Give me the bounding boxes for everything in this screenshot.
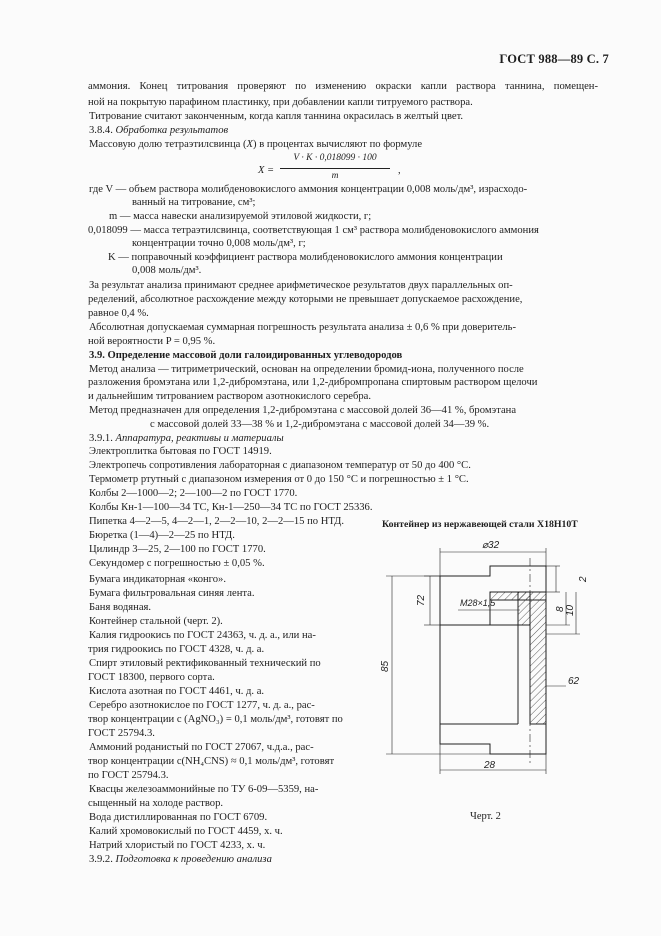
section-heading-3-9-2: 3.9.2. Подготовка к проведению анализа [89, 854, 272, 865]
text-line: где V — объем раствора молибденовокислого аммония концентрации 0,008 моль/дм³, израсходо- [89, 184, 528, 195]
text-line: разложения бромэтана или 1,2-дибромэтана, или 1,2-дибромпропана спиртовым раствором щелочи [88, 377, 538, 388]
container-drawing [370, 536, 600, 786]
dim-thread: M28×1,5 [460, 598, 496, 608]
dim-8: 8 [555, 606, 566, 612]
text-line: аммония. Конец титрования проверяют по изменению окраски капли раствора таннина, помещен- [88, 81, 598, 92]
text-line: Массовую долю тетраэтилсвинца (X) в процентах вычисляют по формуле [89, 139, 423, 150]
page-header: ГОСТ 988—89 С. 7 [499, 52, 609, 66]
text-line: 0,008 моль/дм³. [132, 265, 202, 276]
fraction-bar [280, 168, 390, 169]
text-line: и дальнейшим титрованием раствором азотнокислого серебра. [88, 391, 372, 402]
list-item-cont: трия гидроокись по ГОСТ 4328, ч. д. а. [88, 644, 265, 655]
figure-label: Черт. 2 [470, 811, 501, 822]
list-item-cont: ГОСТ 18300, первого сорта. [88, 672, 215, 683]
text-line: 0,018099 — масса тетраэтилсвинца, соответствующая 1 см³ раствора молибденовокислого аммония [88, 225, 539, 236]
list-item: Калия гидроокись по ГОСТ 24363, ч. д. а., или на- [89, 630, 316, 641]
text-line: ной вероятности P = 0,95 %. [88, 336, 216, 347]
list-item: Квасцы железоаммонийные по ТУ 6-09—5359, на- [89, 784, 319, 795]
list-item: Контейнер стальной (черт. 2). [89, 616, 223, 627]
list-item: Аммоний роданистый по ГОСТ 27067, ч.д.а., рас- [89, 742, 314, 753]
list-item: Баня водяная. [89, 602, 152, 613]
section-heading-3-9: 3.9. Определение массовой доли галоидированных углеводородов [89, 350, 403, 361]
figure-caption: Контейнер из нержавеющей стали Х18Н10Т [382, 519, 578, 530]
text-line: с массовой долей 33—38 % и 1,2-дибромэтана с массовой долей 34—39 %. [150, 419, 490, 430]
text-line: Титрование считают законченным, когда капля таннина окрасилась в желтый цвет. [89, 111, 464, 122]
formula-numerator: V · K · 0,018099 · 100 [293, 153, 377, 163]
dim-62: 62 [568, 676, 580, 687]
text-line: ной на покрытую парафином пластинку, при добавлении капли титруемого раствора. [88, 97, 473, 108]
list-item: Электроплитка бытовая по ГОСТ 14919. [89, 446, 272, 457]
list-item: Калий хромовокислый по ГОСТ 4459, х. ч. [89, 826, 283, 837]
text-line: K — поправочный коэффициент раствора молибденовокислого аммония концентрации [108, 252, 503, 263]
dim-2: 2 [578, 576, 589, 582]
formula-lhs: X = [258, 165, 275, 176]
list-item: Серебро азотнокислое по ГОСТ 1277, ч. д. а., рас- [89, 700, 315, 711]
list-item: Пипетка 4—2—5, 4—2—1, 2—2—10, 2—2—15 по НТД. [89, 516, 345, 527]
text-line: равное 0,4 %. [88, 308, 149, 319]
list-item: Колбы 2—1000—2; 2—100—2 по ГОСТ 1770. [89, 488, 298, 499]
list-item-cont: ГОСТ 25794.3. [88, 728, 155, 739]
list-item-cont: по ГОСТ 25794.3. [88, 770, 169, 781]
list-item: Цилиндр 3—25, 2—100 по ГОСТ 1770. [89, 544, 266, 555]
list-item-cont: твор концентрации с(NH₄CNS) ≈ 0,1 моль/дм³, готовят [88, 756, 335, 767]
list-item: Вода дистиллированная по ГОСТ 6709. [89, 812, 268, 823]
dim-10: 10 [565, 604, 576, 616]
dim-28: 28 [484, 760, 496, 771]
text-line: За результат анализа принимают среднее арифметическое результатов двух параллельных оп- [89, 280, 513, 291]
thread-hatch [518, 592, 530, 625]
text-line: Метод анализа — титриметрический, основан на определении бромид-иона, полученного после [89, 364, 524, 375]
list-item: Бюретка (1—4)—2—25 по НТД. [89, 530, 235, 541]
formula-comma: , [398, 165, 401, 176]
list-item-cont: твор концентрации с (AgNO₃) = 0,1 моль/дм³, готовят по [88, 714, 343, 725]
list-item: Электропечь сопротивления лабораторная с диапазоном температур от 50 до 400 °С. [89, 460, 471, 471]
list-item: Бумага фильтровальная синяя лента. [89, 588, 255, 599]
dim-d32: ⌀32 [482, 540, 500, 551]
list-item: Колбы Кн-1—100—34 ТС, Кн-1—250—34 ТС по ГОСТ 25336. [89, 502, 373, 513]
text-line: Абсолютная допускаемая суммарная погрешность результата анализа ± 0,6 % при доверитель- [89, 322, 516, 333]
section-heading-3-8-4: 3.8.4. Обработка результатов [89, 125, 229, 136]
wall-hatch [530, 600, 546, 724]
text-line: ределений, абсолютное расхождение между которыми не превышает допускаемое расхождение, [88, 294, 523, 305]
list-item: Термометр ртутный с диапазоном измерения от 0 до 150 °С и погрешностью ± 1 °С. [89, 474, 469, 485]
list-item-cont: сыщенный на холоде раствор. [88, 798, 224, 809]
dim-85: 85 [380, 660, 391, 672]
list-item: Натрий хлористый по ГОСТ 4233, х. ч. [89, 840, 266, 851]
text-line: ванный на титрование, см³; [132, 197, 256, 208]
text-line: m — масса навески анализируемой этиловой жидкости, г; [109, 211, 372, 222]
text-line: Метод предназначен для определения 1,2-дибромэтана с массовой долей 36—41 %, бромэтана [89, 405, 517, 416]
list-item: Кислота азотная по ГОСТ 4461, ч. д. а. [89, 686, 265, 697]
dim-72: 72 [416, 594, 427, 606]
formula-denominator: m [331, 171, 339, 181]
list-item: Спирт этиловый ректификованный технический по [89, 658, 321, 669]
text-line: концентрации точно 0,008 моль/дм³, г; [132, 238, 306, 249]
list-item: Бумага индикаторная «конго». [89, 574, 226, 585]
list-item: Секундомер с погрешностью ± 0,05 %. [89, 558, 265, 569]
section-heading-3-9-1: 3.9.1. Аппаратура, реактивы и материалы [89, 433, 284, 444]
